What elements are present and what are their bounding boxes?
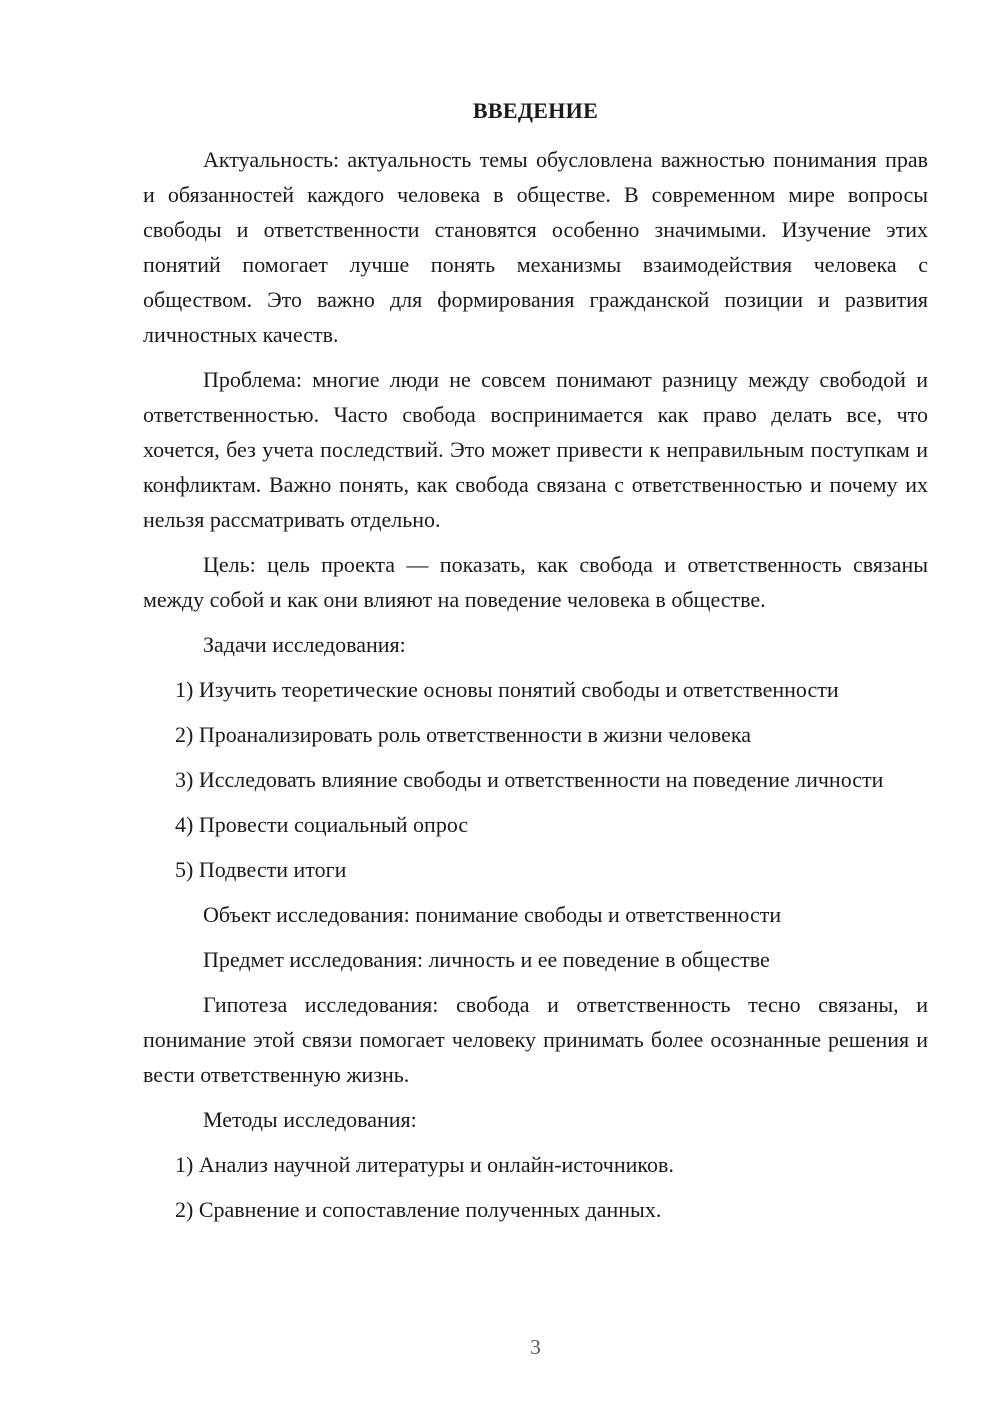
methods-title: Методы исследования: (203, 1107, 417, 1132)
tasks-title: Задачи исследования: (203, 632, 406, 657)
paragraph-relevance: Актуальность: актуальность темы обусловлена важностью понимания прав и обязанностей каждого человека в обществе. В современном мире вопросы свободы и ответственности становятся особенно значимыми. Изучение этих понятий помогает лучше понять механизмы взаимодействия человека с обществом. Это важно для формирования гражданской позиции и развития личностных качеств. (143, 147, 928, 347)
research-hypothesis: Гипотеза исследования: свобода и ответственность тесно связаны, и понимание этой связи помогает человеку принимать более осознанные решения и вести ответственную жизнь. (143, 992, 928, 1087)
page-number: 3 (530, 1335, 541, 1359)
task-item-4: 4) Провести социальный опрос (175, 812, 469, 837)
document-page (143, 0, 928, 1414)
document-body (143, 142, 928, 1237)
method-item-2: 2) Сравнение и сопоставление полученных данных. (175, 1197, 662, 1222)
method-item-1: 1) Анализ научной литературы и онлайн-источников. (175, 1152, 674, 1177)
task-item-5: 5) Подвести итоги (175, 857, 347, 882)
task-item-1: 1) Изучить теоретические основы понятий свободы и ответственности (175, 677, 839, 702)
section-heading: ВВЕДЕНИЕ (472, 98, 599, 123)
research-object: Объект исследования: понимание свободы и ответственности (203, 902, 782, 927)
research-subject: Предмет исследования: личность и ее поведение в обществе (203, 947, 770, 972)
paragraph-problem: Проблема: многие люди не совсем понимают разницу между свободой и ответственностью. Часто свобода воспринимается как право делать все, что хочется, без учета последствий. Это может привести к неправильным поступкам и конфликтам. Важно понять, как свобода связана с ответственностью и почему их нельзя рассматривать отдельно. (143, 367, 928, 532)
task-item-2: 2) Проанализировать роль ответственности в жизни человека (175, 722, 752, 747)
paragraph-goal: Цель: цель проекта — показать, как свобода и ответственность связаны между собой и как они влияют на поведение человека в обществе. (143, 552, 928, 612)
task-item-3: 3) Исследовать влияние свободы и ответственности на поведение личности (175, 767, 884, 792)
